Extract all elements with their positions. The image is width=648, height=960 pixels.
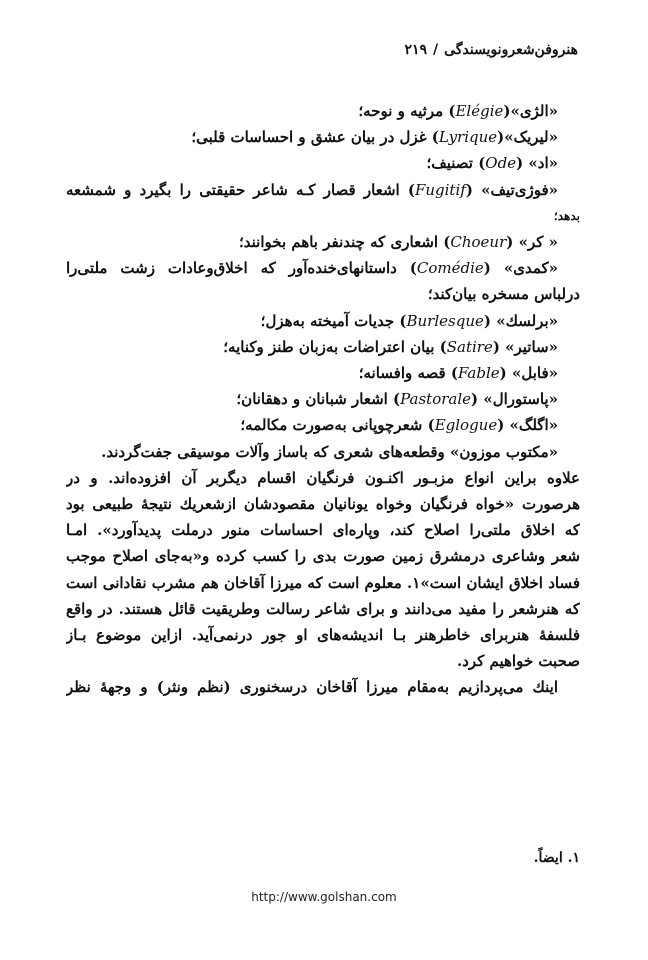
text-line: درلباس مسخره بیان‌کند؛	[427, 285, 580, 304]
header-title: هنروفن‌شعرونویسندگی	[444, 42, 578, 58]
latin-term: Fable	[458, 364, 500, 383]
latin-term: Comédie	[416, 259, 484, 278]
text-line: که اخلاق ملتی‌را اصلاح کند، وپاره‌ای احساسات منور درملت پدیدآورد». امـا	[66, 521, 580, 540]
latin-term: Ode	[485, 154, 517, 173]
text-line: فساد اخلاق ایشان است»۱. معلوم است که میرزا آقاخان هم مشرب نقادانی است	[66, 573, 580, 592]
footer-url: http://www.golshan.com	[251, 890, 397, 904]
footnote: ۱. ایضاً.	[533, 850, 580, 866]
text-line: فلسفهٔ هنربرای خاطرهنر بـا اندیشه‌های او جور درنمی‌آید. ازاین موضوع بـاز	[66, 626, 580, 645]
text-line: علاوه براین انواع مزبـور اکنـون فرنگیان اقسام دیگربر آن افزوده‌اند. و در	[66, 468, 580, 487]
latin-term: Pastorale	[400, 390, 472, 409]
text-line: « کر» (Choeur) اشعاری که چندنفر باهم بخوانند؛	[239, 233, 558, 252]
text-line: صحبت خواهیم کرد.	[456, 652, 580, 671]
latin-term: Fugitif	[414, 180, 466, 199]
latin-term: Satire	[446, 337, 493, 356]
text-line: بدهد؛	[553, 208, 580, 223]
text-line: هرصورت «خواه فرنگیان وخواه یونانیان مقصودشان ازشعریك نتیجهٔ طبیعی بود	[66, 495, 580, 514]
latin-term: Choeur	[450, 233, 507, 252]
text-line: که هنرشعر را مفید می‌دانند و برای شاعر رسالت وطریقیت قائل هستند. در واقع	[66, 599, 580, 618]
text-line: «الژی»(Elégie) مرثیه و نوحه؛	[358, 102, 558, 120]
text-line: اینك می‌پردازیم به‌مقام میرزا آقاخان درسخنوری (نظم ونثر) و وجههٔ نظر	[66, 678, 558, 697]
running-header	[68, 42, 578, 58]
text-line: «اگلگ» (Eglogue) شعرچوپانی به‌صورت مکالمه؛	[240, 416, 558, 435]
latin-term: Burlesque	[406, 311, 484, 330]
text-line: «لیریک»(Lyrique) غزل در بیان عشق و احساسات قلبی؛	[191, 128, 558, 147]
latin-term: Eglogue	[434, 416, 498, 435]
text-line: «فابل» (Fable) قصه وافسانه؛	[358, 364, 558, 383]
text-line: شعر وشاعری درمشرق زمین صورت بدی را کسب کرده و«به‌جای اصلاح موجب	[66, 547, 580, 566]
body-text	[66, 98, 580, 701]
text-line: «پاستورال» (Pastorale) اشعار شبانان و دهقانان؛	[236, 390, 558, 409]
text-line: «برلسك» (Burlesque) جدیات آمیخته به‌هزل؛	[260, 311, 558, 330]
page-number: ۲۱۹	[404, 42, 428, 58]
text-line: «اد» (Ode) تصنیف؛	[426, 154, 558, 173]
text-line: «کمدی» (Comédie) داستانهای‌خنده‌آور که اخلاق‌وعادات زشت ملتی‌را	[66, 259, 559, 278]
header-separator: /	[433, 42, 439, 58]
latin-term: Lyrique	[438, 128, 498, 147]
text-line: «مکتوب موزون» وقطعه‌های شعری که باساز وآلات موسیقی جفت‌گردند.	[101, 442, 558, 461]
text-line: «ساتیر» (Satire) بیان اعتراضات به‌زبان طنز وکنایه؛	[223, 337, 558, 356]
text-line: «فوژی‌تیف» (Fugitif) اشعار قصار کـه شاعر حقیقتی را بگیرد و شمشعه	[66, 180, 558, 199]
latin-term: Elégie	[455, 102, 504, 120]
